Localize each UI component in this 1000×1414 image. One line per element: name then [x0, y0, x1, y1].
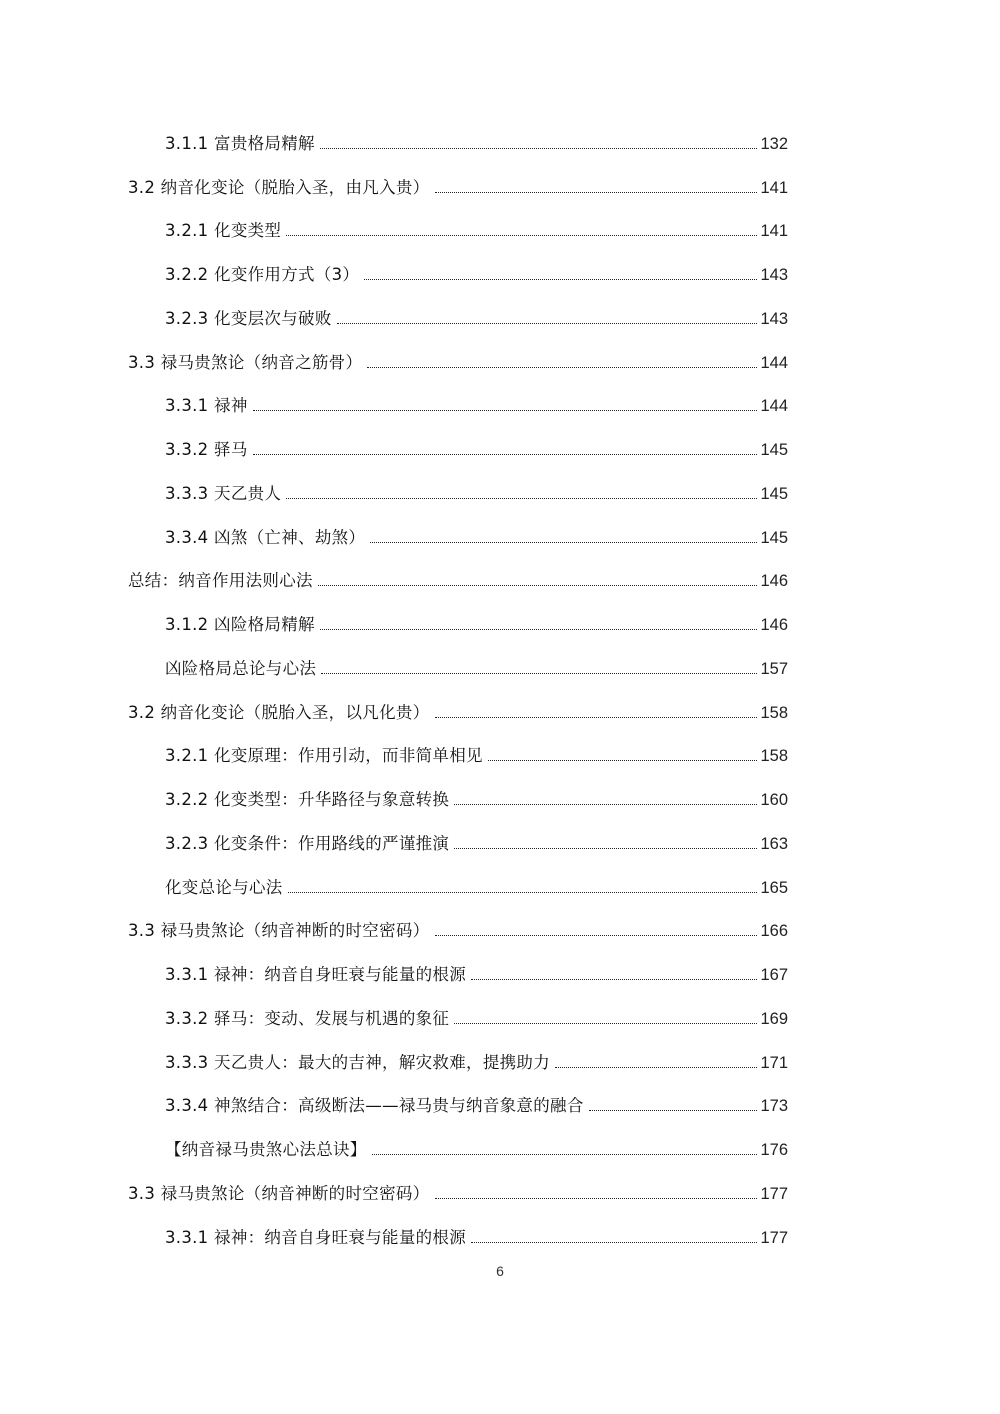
toc-dot-leader — [435, 192, 758, 193]
toc-dot-leader — [253, 410, 758, 411]
toc-entry[interactable] — [128, 1163, 788, 1207]
toc-entry[interactable] — [165, 857, 788, 901]
toc-entry-page-number: 176 — [760, 1141, 788, 1159]
table-of-contents — [0, 113, 1000, 1251]
toc-entry-title: 3.2.2 化变作用方式（3） — [165, 265, 360, 284]
toc-entry-title: 3.3.3 天乙贵人 — [165, 483, 282, 503]
toc-entry-page-number: 173 — [760, 1097, 788, 1116]
toc-entry[interactable] — [165, 1032, 788, 1076]
toc-dot-leader — [471, 979, 757, 980]
toc-entry-title: 3.3 禄马贵煞论（纳音之筋骨） — [128, 352, 363, 372]
toc-entry-page-number: 169 — [760, 1009, 788, 1028]
toc-entry-page-number: 157 — [760, 659, 788, 678]
toc-entry[interactable] — [128, 332, 788, 376]
toc-entry-page-number: 141 — [760, 222, 788, 241]
toc-entry[interactable] — [165, 288, 788, 332]
toc-entry-page-number: 141 — [760, 178, 788, 197]
toc-dot-leader — [364, 279, 757, 280]
toc-entry-page-number: 146 — [760, 616, 788, 634]
toc-entry-title: 3.3.3 天乙贵人：最大的吉神，解灾救难，提携助力 — [165, 1052, 551, 1072]
toc-dot-leader — [589, 1110, 758, 1111]
toc-entry-page-number: 132 — [760, 134, 788, 153]
toc-dot-leader — [435, 935, 758, 936]
toc-dot-leader — [555, 1067, 757, 1068]
toc-entry[interactable] — [165, 1119, 788, 1163]
toc-entry-page-number: 145 — [760, 528, 788, 547]
toc-entry[interactable] — [128, 901, 788, 945]
toc-entry-page-number: 143 — [760, 266, 788, 284]
toc-dot-leader — [454, 1023, 757, 1024]
toc-entry[interactable] — [165, 419, 788, 463]
toc-dot-leader — [372, 1154, 758, 1155]
toc-dot-leader — [367, 367, 757, 368]
toc-dot-leader — [321, 673, 757, 674]
toc-entry[interactable] — [165, 507, 788, 551]
toc-entry[interactable] — [165, 638, 788, 682]
toc-entry-title: 3.3 禄马贵煞论（纳音神断的时空密码） — [128, 921, 430, 941]
toc-dot-leader — [370, 542, 757, 543]
toc-entry-page-number: 145 — [760, 484, 788, 503]
toc-dot-leader — [435, 1198, 758, 1199]
toc-entry-page-number: 144 — [760, 353, 788, 372]
toc-entry-title: 3.1.1 富贵格局精解 — [165, 133, 315, 153]
toc-entry[interactable] — [165, 594, 788, 638]
toc-dot-leader — [286, 498, 757, 499]
toc-entry-page-number: 145 — [760, 441, 788, 459]
toc-entry-title: 3.3.1 禄神 — [165, 396, 248, 416]
toc-entry-page-number: 158 — [760, 703, 788, 722]
toc-entry[interactable] — [165, 1207, 788, 1251]
toc-entry[interactable] — [165, 201, 788, 245]
toc-entry[interactable] — [128, 682, 788, 726]
toc-dot-leader — [286, 235, 757, 236]
toc-entry-title: 3.1.2 凶险格局精解 — [165, 615, 315, 634]
toc-entry-title: 凶险格局总论与心法 — [165, 658, 317, 678]
toc-entry-title: 总结：纳音作用法则心法 — [128, 571, 313, 591]
toc-entry-page-number: 146 — [760, 572, 788, 591]
toc-entry-page-number: 165 — [760, 878, 788, 897]
toc-entry-title: 3.3.4 凶煞（亡神、劫煞） — [165, 527, 366, 547]
toc-dot-leader — [320, 629, 758, 630]
toc-entry-title: 3.2.1 化变原理：作用引动，而非简单相见 — [165, 746, 483, 766]
toc-entry-page-number: 143 — [760, 309, 788, 328]
toc-entry-title: 3.3.2 驿马：变动、发展与机遇的象征 — [165, 1008, 450, 1028]
toc-entry-page-number: 158 — [760, 747, 788, 766]
toc-entry-title: 3.3.4 神煞结合：高级断法——禄马贵与纳音象意的融合 — [165, 1096, 584, 1116]
page-number: 6 — [496, 1263, 504, 1279]
toc-entry[interactable] — [165, 244, 788, 288]
toc-dot-leader — [320, 148, 758, 149]
toc-dot-leader — [318, 585, 758, 586]
toc-entry[interactable] — [165, 944, 788, 988]
toc-entry-title: 3.3.1 禄神：纳音自身旺衰与能量的根源 — [165, 965, 467, 984]
toc-entry-page-number: 167 — [760, 966, 788, 984]
toc-dot-leader — [253, 454, 758, 455]
toc-entry[interactable] — [165, 113, 788, 157]
toc-entry[interactable] — [165, 813, 788, 857]
toc-entry-title: 【纳音禄马贵煞心法总诀】 — [165, 1140, 367, 1159]
toc-entry-page-number: 177 — [760, 1184, 788, 1203]
toc-entry-title: 3.2.2 化变类型：升华路径与象意转换 — [165, 790, 450, 809]
toc-entry-page-number: 160 — [760, 791, 788, 809]
toc-entry-title: 3.2 纳音化变论（脱胎入圣，以凡化贵） — [128, 702, 430, 722]
toc-entry[interactable] — [165, 463, 788, 507]
toc-entry[interactable] — [128, 551, 788, 595]
toc-dot-leader — [337, 323, 758, 324]
toc-entry[interactable] — [165, 376, 788, 420]
toc-entry[interactable] — [165, 769, 788, 813]
toc-entry-title: 3.2.1 化变类型 — [165, 221, 282, 241]
toc-entry[interactable] — [128, 157, 788, 201]
toc-entry-title: 3.3 禄马贵煞论（纳音神断的时空密码） — [128, 1183, 430, 1203]
toc-entry-page-number: 144 — [760, 397, 788, 416]
toc-dot-leader — [454, 848, 757, 849]
toc-entry-title: 化变总论与心法 — [165, 877, 283, 897]
toc-entry-page-number: 171 — [760, 1053, 788, 1072]
toc-dot-leader — [488, 760, 758, 761]
toc-entry-title: 3.3.2 驿马 — [165, 440, 248, 459]
toc-entry-title: 3.2.3 化变条件：作用路线的严谨推演 — [165, 833, 450, 853]
toc-entry-title: 3.3.1 禄神：纳音自身旺衰与能量的根源 — [165, 1227, 467, 1247]
toc-entry[interactable] — [165, 988, 788, 1032]
toc-entry[interactable] — [165, 726, 788, 770]
toc-entry-page-number: 166 — [760, 922, 788, 941]
toc-entry-page-number: 177 — [760, 1228, 788, 1247]
toc-entry-title: 3.2.3 化变层次与破败 — [165, 308, 332, 328]
toc-entry-page-number: 163 — [760, 834, 788, 853]
toc-dot-leader — [288, 892, 758, 893]
toc-dot-leader — [471, 1242, 757, 1243]
toc-entry-title: 3.2 纳音化变论（脱胎入圣，由凡入贵） — [128, 177, 430, 197]
toc-dot-leader — [435, 717, 758, 718]
toc-dot-leader — [454, 804, 757, 805]
toc-entry[interactable] — [165, 1076, 788, 1120]
